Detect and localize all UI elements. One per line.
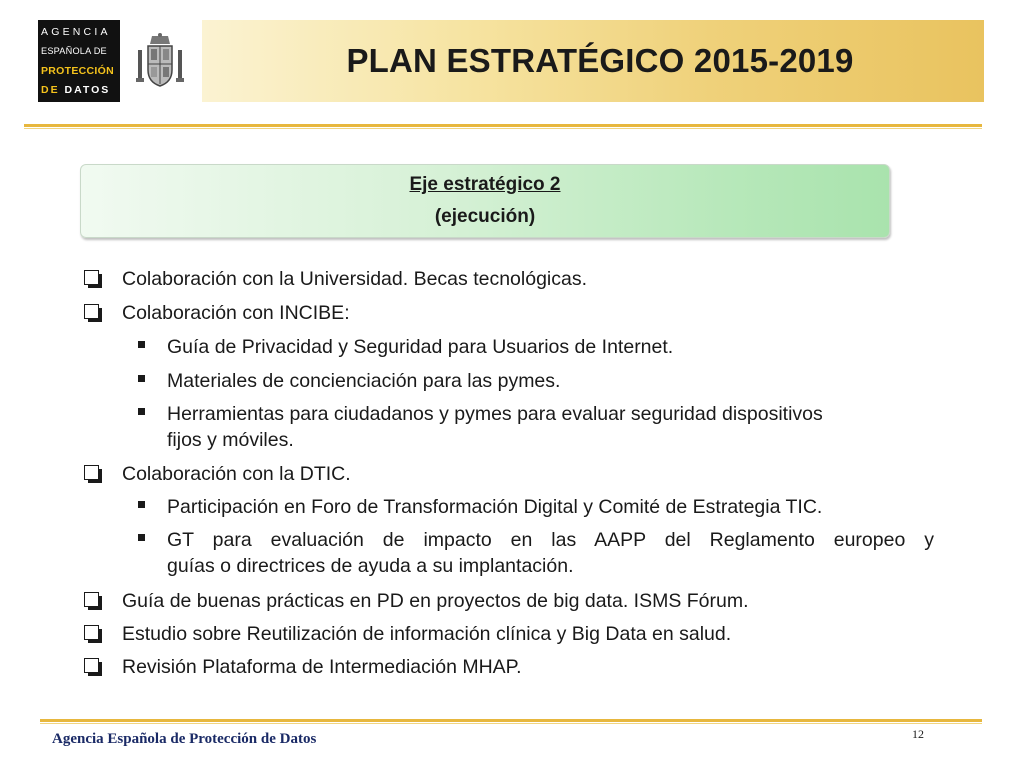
list-subitem: Guía de Privacidad y Seguridad para Usuarios de Internet. (167, 336, 674, 358)
checkbox-bullet-icon (84, 304, 99, 319)
list-item: Estudio sobre Reutilización de información clínica y Big Data en salud. (122, 623, 732, 645)
list-item: Colaboración con la Universidad. Becas tecnológicas. (122, 268, 588, 290)
logo-line-2: ESPAÑOLA DE (41, 46, 107, 57)
page-number: 12 (912, 727, 924, 741)
header-divider (24, 124, 982, 127)
footer-organization: Agencia Española de Protección de Datos (52, 731, 317, 747)
logo-line-1: AGENCIA (41, 26, 111, 38)
checkbox-bullet-icon (84, 270, 99, 285)
logo-line-4: DE DATOS (41, 83, 111, 96)
coat-of-arms-icon (134, 32, 186, 92)
square-bullet-icon (138, 375, 145, 382)
list-subitem-continuation: guías o directrices de ayuda a su implantación. (167, 555, 574, 577)
checkbox-bullet-icon (84, 465, 99, 480)
axis-title: Eje estratégico 2 (409, 174, 561, 195)
header-divider-thin (24, 128, 982, 129)
axis-subtitle: (ejecución) (434, 206, 536, 227)
square-bullet-icon (138, 501, 145, 508)
strategic-axis-box (80, 164, 890, 238)
list-subitem: Materiales de concienciación para las pymes. (167, 370, 561, 392)
list-item: Colaboración con la DTIC. (122, 463, 351, 485)
list-subitem: GT para evaluación de impacto en las AAPP del Reglamento europeo y (167, 529, 934, 551)
footer-divider-thin (40, 723, 982, 724)
list-item: Revisión Plataforma de Intermediación MHAP. (122, 656, 522, 678)
checkbox-bullet-icon (84, 625, 99, 640)
square-bullet-icon (138, 341, 145, 348)
checkbox-bullet-icon (84, 658, 99, 673)
list-item: Guía de buenas prácticas en PD en proyectos de big data. ISMS Fórum. (122, 590, 749, 612)
square-bullet-icon (138, 534, 145, 541)
logo-line-3: PROTECCIÓN (41, 64, 115, 77)
list-item: Colaboración con INCIBE: (122, 302, 350, 324)
square-bullet-icon (138, 408, 145, 415)
list-subitem-continuation: fijos y móviles. (167, 429, 294, 451)
list-subitem: Herramientas para ciudadanos y pymes para evaluar seguridad dispositivos (167, 403, 823, 425)
checkbox-bullet-icon (84, 592, 99, 607)
agency-logo (38, 20, 202, 102)
page-title: PLAN ESTRATÉGICO 2015-2019 (346, 42, 854, 79)
list-subitem: Participación en Foro de Transformación Digital y Comité de Estrategia TIC. (167, 496, 823, 518)
footer-divider (40, 719, 982, 722)
logo-wordmark (38, 20, 120, 102)
